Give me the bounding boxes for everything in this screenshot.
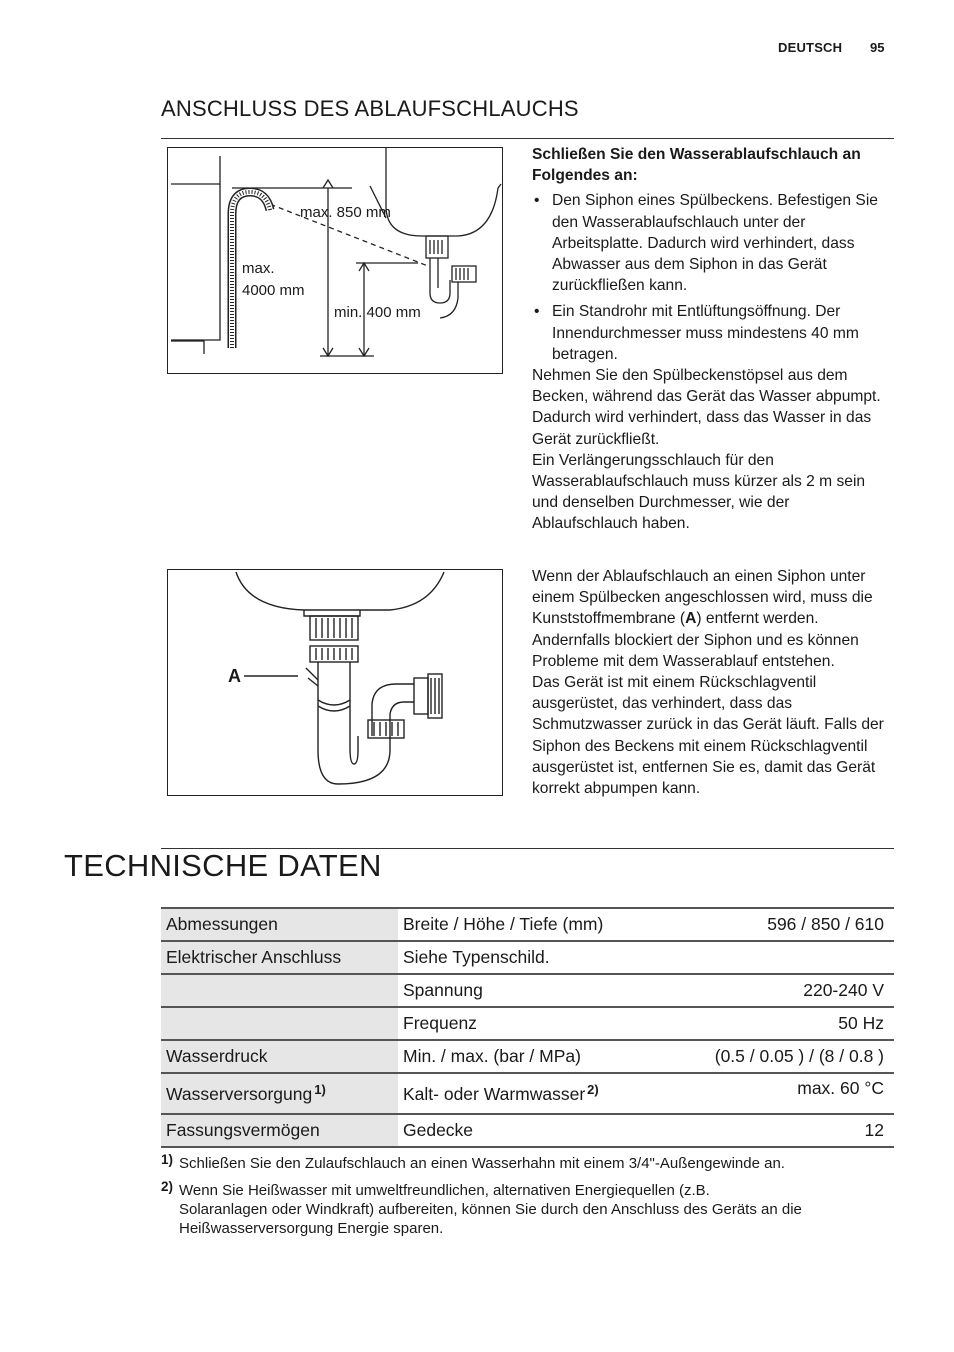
row-label: Abmessungen [161,908,398,941]
label-min-400: min. 400 mm [334,304,421,321]
siphon-instructions [532,566,892,799]
row-label: Wasserdruck [161,1040,398,1073]
footnote-marker: 1) [161,1152,174,1167]
section-rule [161,138,894,139]
table-row [161,908,894,941]
drain-option-standpipe: • Ein Standrohr mit Entlüftungsöffnung. Der Innendurchmesser muss mindestens 40 mm betragen. [532,301,892,365]
footnote-ref-2: 2) [587,1082,599,1097]
row-param: Breite / Höhe / Tiefe (mm) [398,908,673,941]
drain-hose-illustration [168,148,502,373]
row-param: Siehe Typenschild. [398,941,673,974]
row-param: Spannung [398,974,673,1007]
siphon-para-membrane-part1: Wenn der Ablaufschlauch an einen Siphon unter einem Spülbecken angeschlossen wird, muss die Kunststoffmembrane ( [532,568,873,628]
table-row [161,1073,894,1114]
row-value: 12 [673,1114,894,1147]
label-membrane-a: A [228,666,241,686]
footnote-1 [161,1150,894,1173]
footnote-text-line1: Wenn Sie Heißwasser mit umweltfreundlichen, alternativen Energiequellen (z.B. [179,1182,710,1199]
row-value: (0.5 / 0.05 ) / (8 / 0.8 ) [673,1040,894,1073]
drain-hose-figure [167,147,503,374]
label-max-4000-line2: 4000 mm [242,282,305,299]
row-label: Elektrischer Anschluss [161,941,398,974]
footnote-2 [161,1177,894,1238]
footnote-text-rest: Solaranlagen oder Windkraft) aufbereiten, können Sie durch den Anschluss des Geräts an die Heißwasserversorgung Energie sparen. [179,1201,802,1237]
footnote-ref-1: 1) [314,1082,326,1097]
table-row [161,1040,894,1073]
row-value: max. 60 °C [673,1073,894,1114]
label-max-850: max. 850 mm [300,204,391,221]
header-language: DEUTSCH [778,40,843,55]
table-row [161,941,894,974]
drain-options-list [532,190,892,365]
siphon-para-membrane-a: A [685,610,697,628]
row-label [161,1007,398,1040]
row-param: Min. / max. (bar / MPa) [398,1040,673,1073]
row-param: Frequenz [398,1007,673,1040]
row-value: 50 Hz [673,1007,894,1040]
row-value: 596 / 850 / 610 [673,908,894,941]
row-label-cell [161,1073,398,1114]
table-row [161,1007,894,1040]
row-value: 220-240 V [673,974,894,1007]
drain-intro: Schließen Sie den Wasserablaufschlauch an Folgendes an: [532,146,861,185]
page-number: 95 [870,40,885,55]
drain-option-siphon: • Den Siphon eines Spülbeckens. Befestigen Sie den Wasserablaufschlauch unter der Arbeitsplatte. Dadurch wird verhindert, dass Abwasser aus dem Siphon in das Gerät zurückfließen kann. [532,190,892,296]
footnote-marker: 2) [161,1179,174,1194]
label-max-4000 [242,258,305,302]
drain-para-extension: Ein Verlängerungsschlauch für den Wasserablaufschlauch muss kürzer als 2 m sein und denselben Durchmesser, wie der Ablaufschlauch haben. [532,451,866,533]
section-title-tech: TECHNISCHE DATEN [64,848,382,883]
drain-instructions [532,144,892,535]
row-label: Wasserversorgung [166,1084,313,1104]
table-row [161,974,894,1007]
drain-para-stopper: Nehmen Sie den Spülbeckenstöpsel aus dem Becken, während das Gerät das Wasser abpumpt. Dadurch wird verhindert, dass das Wasser in das Gerät zurückfließt. [532,367,881,448]
row-param: Gedecke [398,1114,673,1147]
siphon-figure [167,569,503,796]
row-value [673,941,894,974]
siphon-para-check-valve: Das Gerät ist mit einem Rückschlagventil ausgerüstet, das verhindert, dass das Schmutzwasser zurück in das Gerät läuft. Falls der Siphon des Beckens mit einem Rückschlagventil ausgerüstet ist, entfernen Sie es, damit das Gerät korrekt abpumpen kann. [532,674,884,798]
footnote-text: Schließen Sie den Zulaufschlauch an einen Wasserhahn mit einem 3/4"-Außengewinde an. [179,1155,785,1172]
row-param-cell [398,1073,673,1114]
row-label: Fassungsvermögen [161,1114,398,1147]
table-row [161,1114,894,1147]
siphon-para-membrane [532,566,892,672]
tech-data-table [161,907,894,1148]
row-label [161,974,398,1007]
label-max-4000-line1: max. [242,260,275,277]
siphon-illustration [168,570,502,795]
row-param: Kalt- oder Warmwasser [403,1084,586,1104]
section-title-drain: ANSCHLUSS DES ABLAUFSCHLAUCHS [161,96,579,121]
siphon-para-membrane-part2: ) entfernt werden. Andernfalls blockiert der Siphon und es können Probleme mit dem Wasserablauf entstehen. [532,610,859,670]
